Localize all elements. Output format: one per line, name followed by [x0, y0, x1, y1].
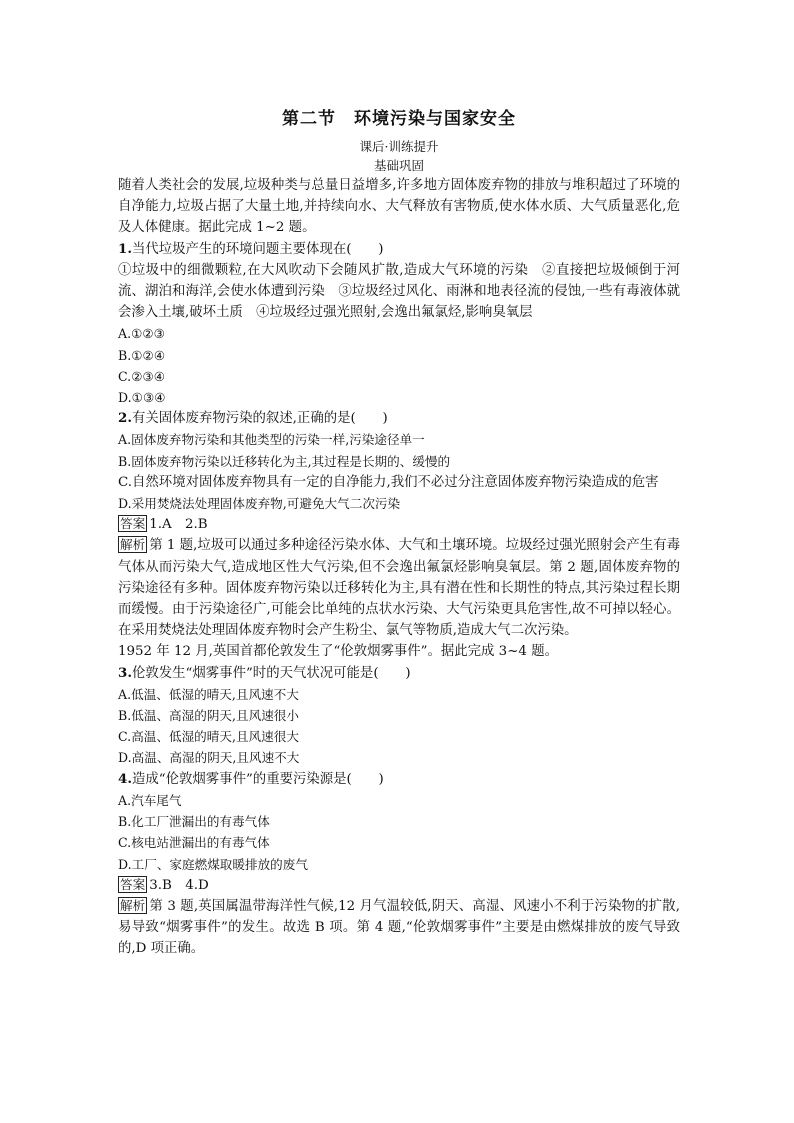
question-2-option-c: C.自然环境对固体废弃物具有一定的自净能力,我们不必过分注意固体废弃物污染造成的危害	[118, 474, 659, 490]
question-3-text: 伦敦发生“烟雾事件”时的天气状况可能是( )	[131, 665, 411, 681]
question-1-stem	[118, 239, 680, 260]
question-4-stem	[118, 769, 680, 790]
question-2-stem	[118, 408, 680, 429]
question-4-option-d: D.工厂、家庭燃煤取暖排放的废气	[118, 856, 308, 872]
question-1-option-b: B.①②④	[118, 347, 166, 363]
question-2-number: 2.	[118, 410, 132, 427]
analysis-label-2: 解析	[120, 897, 146, 913]
question-1	[118, 239, 680, 409]
question-3-option-b: B.低温、高湿的阴天,且风速很小	[118, 708, 299, 724]
question-4	[118, 769, 680, 875]
question-2-text: 有关固体废弃物污染的叙述,正确的是( )	[131, 411, 388, 427]
question-3	[118, 663, 680, 769]
question-1-option-d: D.①③④	[118, 390, 166, 406]
question-3-option-d: D.高温、高湿的阴天,且风速不大	[118, 750, 300, 766]
question-1-number: 1.	[118, 240, 132, 257]
answer-label: 答案	[120, 516, 146, 532]
question-4-number: 4.	[118, 770, 132, 787]
analysis-text-2: 第 3 题,英国属温带海洋性气候,12 月气温较低,阴天、高湿、风速小不利于污染物的扩散,易导致“烟雾事件”的发生。故选 B 项。第 4 题,“伦敦烟雾事件”主要是由燃煤排放的废气导致的,D 项正确。	[118, 898, 680, 957]
question-2-option-a: A.固体废弃物污染和其他类型的污染一样,污染途径单一	[118, 432, 425, 448]
question-1-option-a: A.①②③	[118, 326, 165, 342]
question-2	[118, 408, 680, 514]
question-2-option-b: B.固体废弃物污染以迁移转化为主,其过程是长期的、缓慢的	[118, 453, 451, 469]
answer-text-2: 3.B 4.D	[149, 877, 209, 893]
document-content	[118, 104, 680, 960]
intro-paragraph-1: 随着人类社会的发展,垃圾种类与总量日益增多,许多地方固体废弃物的排放与堆积超过了环境的自净能力,垃圾占据了大量土地,并持续向水、大气释放有害物质,使水体水质、大气质量恶化,危及人体健康。据此完成 1~2 题。	[118, 178, 680, 236]
answer-label-2: 答案	[120, 876, 146, 892]
question-3-stem	[118, 663, 680, 684]
question-1-statements: ①垃圾中的细微颗粒,在大风吹动下会随风扩散,造成大气环境的污染 ②直接把垃圾倾倒于河流、湖泊和海洋,会使水体遭到污染 ③垃圾经过风化、雨淋和地表径流的侵蚀,一些有毒液体就会渗入土壤,破坏土质 ④垃圾经过强光照射,会逸出氟氯烃,影响臭氧层	[118, 262, 680, 321]
analysis-block-1	[118, 535, 680, 641]
answer-block-2	[118, 875, 680, 896]
answer-text-1: 1.A 2.B	[149, 517, 208, 533]
question-4-text: 造成“伦敦烟雾事件”的重要污染源是( )	[131, 771, 384, 787]
question-1-option-c: C.②③④	[118, 368, 166, 384]
answer-block-1	[118, 514, 680, 535]
question-3-option-a: A.低温、低湿的晴天,且风速不大	[118, 686, 299, 702]
question-4-option-a: A.汽车尾气	[118, 792, 182, 808]
intro-paragraph-2: 1952 年 12 月,英国首都伦敦发生了“伦敦烟雾事件”。据此完成 3~4 题。	[118, 644, 558, 660]
analysis-text-1: 第 1 题,垃圾可以通过多种途径污染水体、大气和土壤环境。垃圾经过强光照射会产生有毒气体从而污染大气,造成地区性大气污染,但不会逸出氟氯烃影响臭氧层。第 2 题,固体废弃物的污染途径有多种。固体废弃物污染以迁移转化为主,具有潜在性和长期性的特点,其污染过程长期而缓慢。由于污染途径广,可能会比单纯的点状水污染、大气污染更具危害性,故不可掉以轻心。在采用焚烧法处理固体废弃物时会产生粉尘、氯气等物质,造成大气二次污染。	[118, 538, 680, 639]
section-title: 第二节 环境污染与国家安全	[282, 109, 516, 129]
question-4-option-c: C.核电站泄漏出的有毒气体	[118, 835, 270, 851]
subtitle-basic: 基础巩固	[373, 158, 424, 173]
question-4-option-b: B.化工厂泄漏出的有毒气体	[118, 814, 270, 830]
subtitle-practice: 课后·训练提升	[359, 139, 439, 154]
question-2-option-d: D.采用焚烧法处理固体废弃物,可避免大气二次污染	[118, 496, 401, 512]
analysis-block-2	[118, 896, 680, 960]
question-3-option-c: C.高温、低湿的晴天,且风速很大	[118, 729, 299, 745]
question-1-text: 当代垃圾产生的环境问题主要体现在( )	[131, 241, 384, 257]
analysis-label: 解析	[120, 537, 146, 553]
question-3-number: 3.	[118, 664, 132, 681]
